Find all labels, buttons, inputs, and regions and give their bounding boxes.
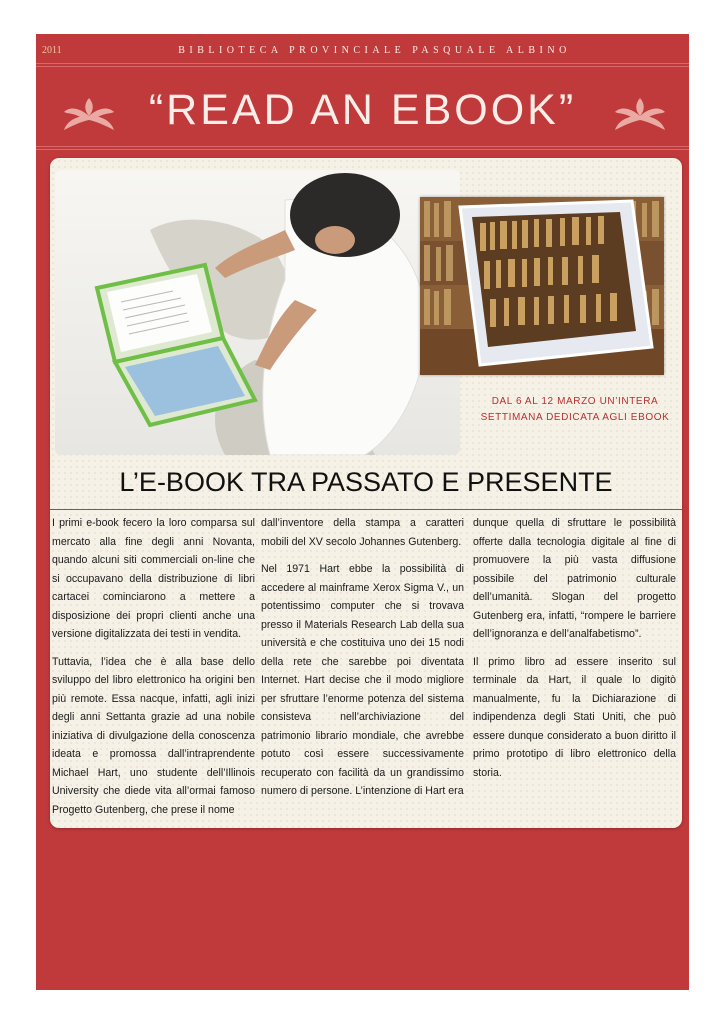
- masthead-rule-top-2: [36, 66, 689, 67]
- event-caption: DAL 6 AL 12 MARZO UN’INTERA SETTIMANA DEDICATA AGLI EBOOK: [480, 396, 670, 423]
- fleur-de-lis-right-icon: [609, 96, 671, 132]
- library-name: BIBLIOTECA PROVINCIALE PASQUALE ALBINO: [178, 45, 571, 56]
- issue-year: 2011: [42, 45, 62, 56]
- masthead: [36, 34, 689, 154]
- article-headline: L’E-BOOK TRA PASSATO E PRESENTE: [119, 467, 613, 497]
- paragraph: dunque quella di sfruttare le possibilità offerte dalla tecnologia digitale al fine di promuovere la più vasta diffusione possibile del patrimonio culturale dell’umanità. Slogan del progetto Gutenberg era, infatti, “rompere le barriere dell’ignoranza e dell’analfabetismo”.: [473, 517, 676, 640]
- paragraph: Il primo libro ad essere inserito sul terminale da Hart, il quale lo digitò manualmente, fu la Dichiarazione di indipendenza degli Stati Uniti, che può essere dunque considerato a buon diritto il primo prototipo di libro elettronico della storia.: [473, 655, 676, 779]
- paragraph: I primi e-book fecero la loro comparsa sul mercato alla fine degli anni Novanta, quando alcuni siti commerciali on-line che si occupavano della distribuzione di libri cartacei cominciarono a mettere a disposizione dei propri clienti anche una versione digitalizzata dei testi in vendita.: [52, 517, 255, 640]
- ebook-reader-photo: [55, 170, 460, 455]
- paragraph: Tuttavia, l’idea che è alla base dello sviluppo del libro elettronico ha origini ben più remote. Essa nacque, infatti, agli inizi degli anni Settanta grazie ad una nobile iniziativa di divulgazione della conoscenza ideata e promossa dall’intraprendente Michael Hart, uno studente dell’Illinois University che diede vita all’ormai famoso Progetto Gutenberg, che prese il nome: [52, 655, 255, 816]
- headline-rule: [50, 509, 682, 510]
- paragraph: Nel 1971 Hart ebbe la possibilità di accedere al mainframe Xerox Sigma V., un potentissimo computer che si trovava presso il Materials Research Lab della sua università e che costituiva uno dei 15 nodi della rete che sarebbe poi diventata Internet. Hart decise che il modo migliore per sfruttare l’enorme potenza del sistema consisteva nell’archiviazione del patrimonio librario mondiale, che avrebbe potuto così essere successivamente recuperato con facilità da un grandissimo numero di persone. L’intenzione di Hart era: [261, 563, 464, 797]
- paragraph: dall’inventore della stampa a caratteri mobili del XV secolo Johannes Gutenberg.: [261, 517, 464, 548]
- article-column-1: [52, 514, 255, 828]
- fleur-de-lis-left-icon: [58, 96, 120, 132]
- masthead-rule-bottom-2: [36, 149, 689, 150]
- article-column-2: [261, 514, 464, 810]
- page-title: “READ AN EBOOK”: [148, 86, 577, 134]
- masthead-rule-top: [36, 63, 689, 64]
- digital-library-photo: [420, 197, 664, 375]
- masthead-rule-bottom: [36, 146, 689, 147]
- article-column-3: [473, 514, 676, 791]
